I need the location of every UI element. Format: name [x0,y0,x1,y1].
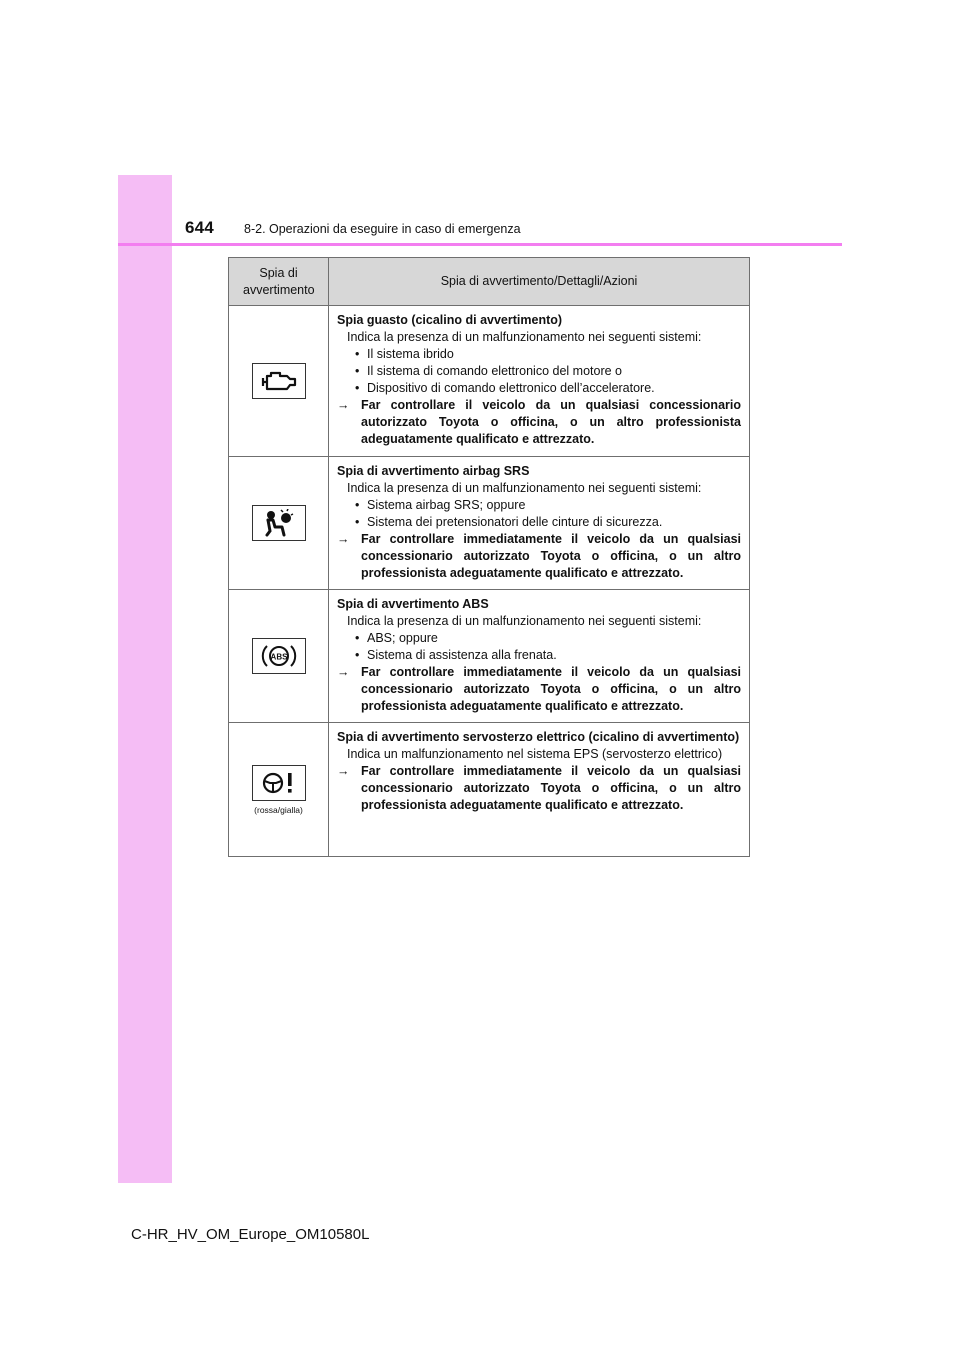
icon-cell [229,457,329,590]
srs-airbag-icon [252,505,306,541]
icon-cell [229,590,329,723]
action-label: Far controllare immediatamente il veicolo da un qualsiasi concessionario autorizzato Toyota o officina, o un altro professionista adeguatamente qualificato e attrezzato. [361,764,741,812]
abs-icon [252,638,306,674]
list-item: • Sistema dei pretensionatori delle cinture di sicurezza. [355,514,741,531]
list-item: • ABS; oppure [355,630,741,647]
column-header-light: Spia di avvertimento [229,258,329,306]
item-description: Indica la presenza di un malfunzionamento nei seguenti sistemi: [347,481,702,495]
details-cell [329,306,750,457]
action-text [337,664,741,715]
table-row [229,457,750,590]
action-text [337,531,741,582]
list-item: • Sistema airbag SRS; oppure [355,497,741,514]
details-cell [329,723,750,857]
svg-text:ABS: ABS [270,652,287,661]
arrow-icon: → [337,764,350,778]
arrow-icon: → [337,665,350,679]
action-text [337,763,741,814]
list-item: • Il sistema ibrido [355,346,741,363]
item-description: Indica la presenza di un malfunzionamento nei seguenti sistemi: [347,614,702,628]
table-row [229,723,750,857]
section-title: 8-2. Operazioni da eseguire in caso di emergenza [244,222,521,236]
column-header-details: Spia di avvertimento/Dettagli/Azioni [329,258,750,306]
document-code: C-HR_HV_OM_Europe_OM10580L [131,1226,370,1243]
list-item: • Dispositivo di comando elettronico dell’acceleratore. [355,380,741,397]
action-label: Far controllare immediatamente il veicolo da un qualsiasi concessionario autorizzato Toyota o officina, o un altro professionista adeguatamente qualificato e attrezzato. [361,665,741,713]
item-title: Spia di avvertimento ABS [337,597,489,611]
item-title: Spia di avvertimento airbag SRS [337,464,530,478]
icon-cell [229,306,329,457]
details-cell [329,590,750,723]
icon-cell [229,723,329,857]
list-item: • Il sistema di comando elettronico del motore o [355,363,741,380]
item-description: Indica un malfunzionamento nel sistema EPS (servosterzo elettrico) [347,747,723,761]
header-divider [118,243,842,246]
item-description: Indica la presenza di un malfunzionamento nei seguenti sistemi: [347,330,702,344]
table-row [229,590,750,723]
page-number: 644 [185,218,214,237]
item-title: Spia di avvertimento servosterzo elettrico (cicalino di avvertimento) [337,730,740,744]
arrow-icon: → [337,398,350,412]
item-title: Spia guasto (cicalino di avvertimento) [337,313,563,327]
bullet-list [337,630,741,664]
list-item: • Sistema di assistenza alla frenata. [355,647,741,664]
action-label: Far controllare immediatamente il veicolo da un qualsiasi concessionario autorizzato Toyota o officina, o un altro professionista adeguatamente qualificato e attrezzato. [361,532,741,580]
table-row [229,306,750,457]
bullet-list [337,346,741,397]
details-cell [329,457,750,590]
arrow-icon: → [337,532,350,546]
table-header-row [229,258,750,306]
action-label: Far controllare il veicolo da un qualsiasi concessionario autorizzato Toyota o officina, o un altro professionista adeguatamente qualificato e attrezzato. [361,398,741,446]
bullet-list [337,497,741,531]
side-margin-strip [118,175,172,1183]
action-text [337,397,741,448]
engine-check-icon [252,363,306,399]
warning-lights-table [228,257,750,857]
eps-steering-warning-icon [252,765,306,801]
icon-color-note: (rossa/gialla) [254,804,303,815]
